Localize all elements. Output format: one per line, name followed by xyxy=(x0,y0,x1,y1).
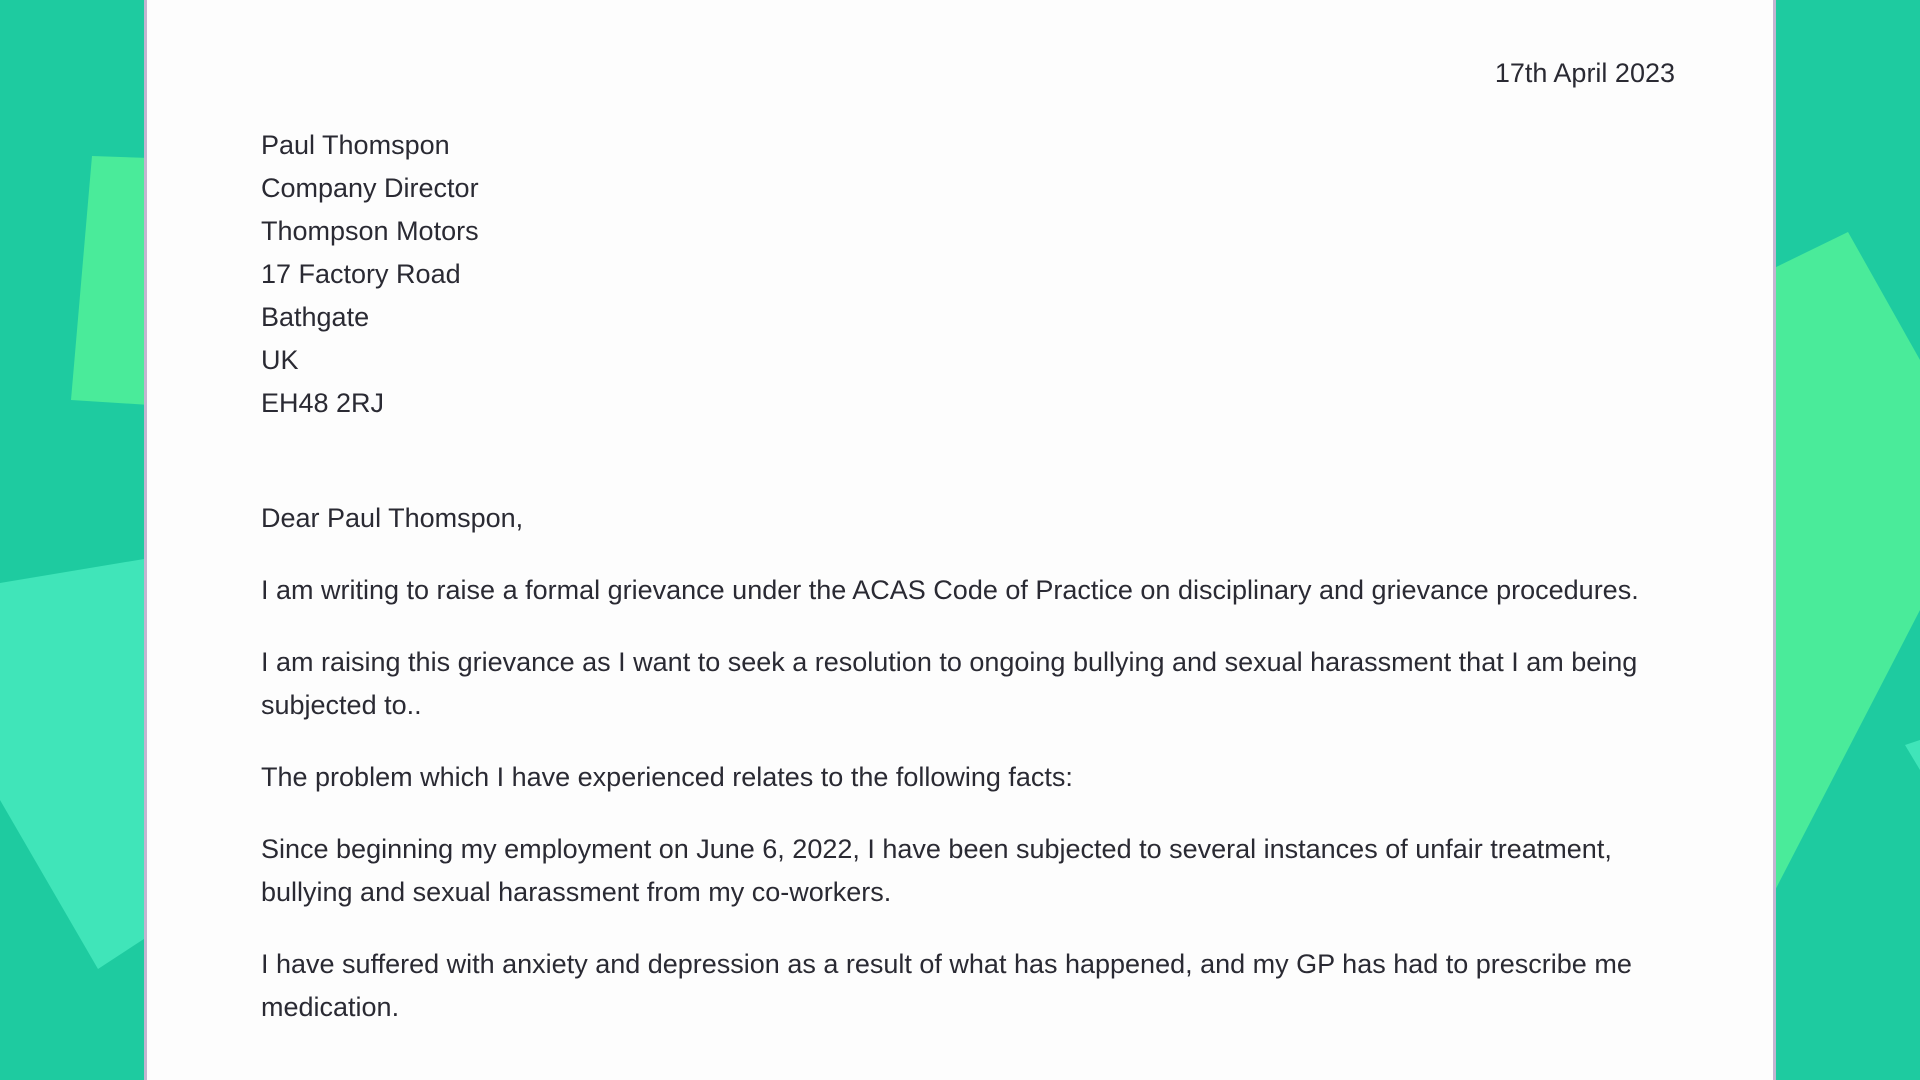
recipient-company: Thompson Motors xyxy=(261,216,479,246)
paragraph: I am raising this grievance as I want to seek a resolution to ongoing bullying and sexual harassment that I am being subjected to.. xyxy=(261,647,1638,720)
recipient-country: UK xyxy=(261,345,299,375)
right-green-shape xyxy=(1770,232,1920,900)
letter-page xyxy=(144,0,1776,1080)
recipient-postcode: EH48 2RJ xyxy=(261,388,385,418)
recipient-address xyxy=(261,124,479,425)
letter-date: 17th April 2023 xyxy=(1494,58,1675,88)
paragraph: The problem which I have experienced relates to the following facts: xyxy=(261,762,1073,792)
left-green-shape xyxy=(71,156,150,405)
left-teal-shape xyxy=(0,558,150,969)
paragraph: I have suffered with anxiety and depression as a result of what has happened, and my GP has had to prescribe me medication. xyxy=(261,949,1632,1022)
recipient-street: 17 Factory Road xyxy=(261,259,461,289)
recipient-name: Paul Thomspon xyxy=(261,130,450,160)
right-teal-shape xyxy=(1905,740,1920,770)
recipient-title: Company Director xyxy=(261,173,479,203)
recipient-town: Bathgate xyxy=(261,302,370,332)
salutation: Dear Paul Thomspon, xyxy=(261,503,524,533)
paragraph: Since beginning my employment on June 6, 2022, I have been subjected to several instances of unfair treatment, bullying and sexual harassment from my co-workers. xyxy=(261,834,1612,907)
letter-body xyxy=(261,497,1671,1058)
paragraph: I am writing to raise a formal grievance under the ACAS Code of Practice on disciplinary and grievance procedures. xyxy=(261,575,1639,605)
